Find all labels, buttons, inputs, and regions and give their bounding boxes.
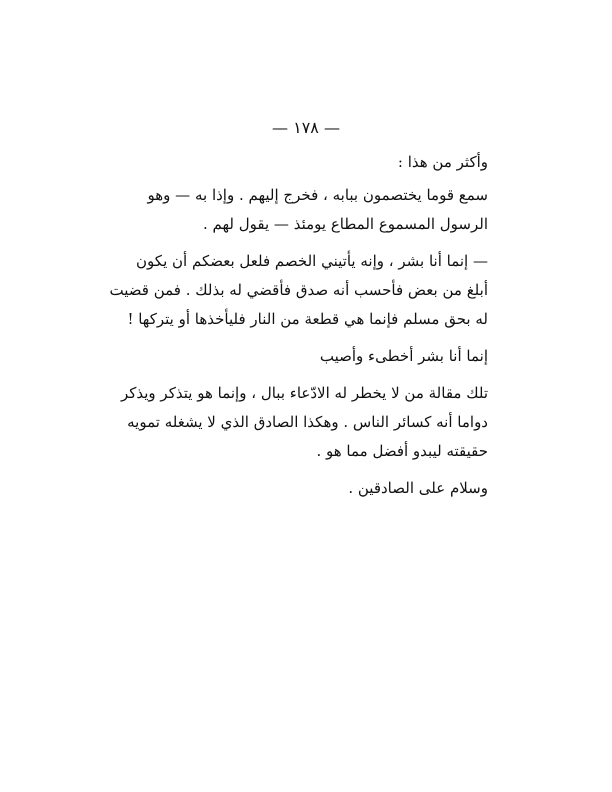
text-line: أبلغ من بعض فأحسب أنه صدق فأقضي له بذلك . فمن قضيت (109, 281, 488, 299)
text-line: وأكثر من هذا : (397, 153, 488, 171)
paragraph-saying (128, 342, 488, 371)
text-line: له بحق مسلم فإنما هي قطعة من النار فليأخذها أو يتركها ! (127, 310, 488, 328)
text-line: سمع قوما يختصمون ببابه ، فخرج إليهم . وإذا به — وهو (147, 186, 488, 204)
text-line: تلك مقالة من لا يخطر له الادّعاء ببال ، وإنما هو يتذكر ويذكر (120, 384, 488, 402)
text-line: الرسول المسموع المطاع يومئذ — يقول لهم . (202, 215, 488, 233)
page-body (109, 148, 488, 511)
paragraph-quote (109, 247, 488, 334)
paragraph-closing (128, 474, 488, 503)
text-line: — إنما أنا بشر ، وإنه يأتيني الخصم فلعل بعضكم أن يكون (136, 252, 488, 270)
text-line: حقيقته ليبدو أفضل مما هو . (316, 442, 488, 460)
paragraph-narration (128, 181, 488, 239)
page-number-header: — ١٧٨ — (272, 118, 340, 137)
paragraph-intro (128, 148, 488, 177)
paragraph-commentary (120, 379, 488, 466)
text-line: دواما أنه كسائر الناس . وهكذا الصادق الذي لا يشغله تمويه (127, 413, 488, 431)
text-line: وسلام على الصادقين . (348, 479, 488, 497)
text-line: إنما أنا بشر أخطىء وأصيب (319, 347, 488, 365)
